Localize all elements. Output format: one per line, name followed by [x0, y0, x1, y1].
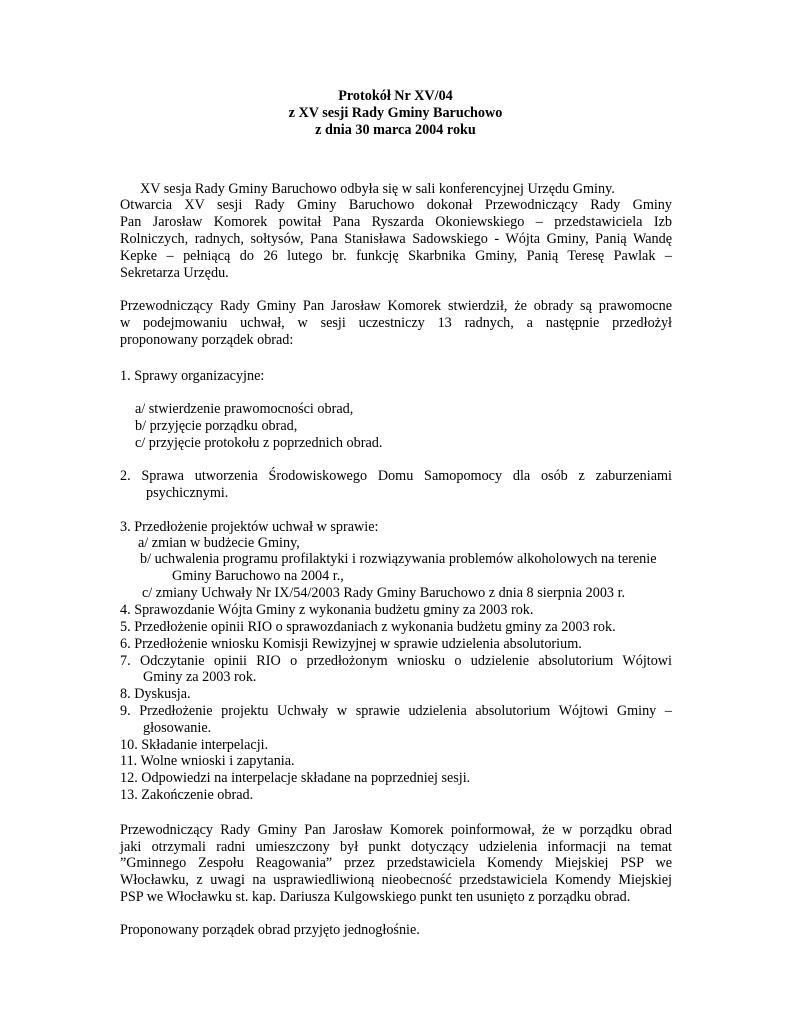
intro-line: Otwarcia XV sesji Rady Gminy Baruchowo dokonał Przewodniczący Rady Gminy	[120, 197, 672, 213]
intro-line: Kepke – pełniącą do 26 lutego br. funkcję Skarbnika Gminy, Panią Teresę Pawlak –	[120, 248, 672, 264]
intro-line: Pan Jarosław Komorek powitał Pana Ryszarda Okoniewskiego – przedstawiciela Izb	[120, 214, 672, 230]
closing-line: Proponowany porządek obrad przyjęto jednogłośnie.	[120, 922, 420, 938]
protocol-title: Protokół Nr XV/04	[338, 88, 453, 104]
intro-line: Rolniczych, radnych, sołtysów, Pana Stanisława Sadowskiego - Wójta Gminy, Panią Wandę	[120, 231, 672, 247]
agenda-item-7: 7. Odczytanie opinii RIO o przedłożonym wniosku o udzielenie absolutorium Wójtowi	[120, 653, 672, 669]
agenda-item-5: 5. Przedłożenie opinii RIO o sprawozdaniach z wykonania budżetu gminy za 2003 rok.	[120, 619, 616, 635]
agenda-item-9-cont: głosowanie.	[143, 720, 212, 736]
info-line: ”Gminnego Zespołu Reagowania” przez przedstawiciela Komendy Miejskiej PSP we	[120, 855, 672, 871]
quorum-line: proponowany porządek obrad:	[120, 332, 294, 348]
agenda-subitem: a/ stwierdzenie prawomocności obrad,	[135, 401, 354, 417]
info-line: Przewodniczący Rady Gminy Pan Jarosław Komorek poinformował, że w porządku obrad	[120, 822, 672, 838]
agenda-subitem: c/ zmiany Uchwały Nr IX/54/2003 Rady Gminy Baruchowo z dnia 8 sierpnia 2003 r.	[142, 585, 626, 601]
agenda-subitem: b/ uchwalenia programu profilaktyki i rozwiązywania problemów alkoholowych na terenie	[140, 551, 657, 567]
info-line: jaki otrzymali radni umieszczony był punkt dotyczący udzielenia informacji na temat	[120, 839, 672, 855]
info-line: PSP we Włocławku st. kap. Dariusza Kulgowskiego punkt ten usunięto z porządku obrad.	[120, 889, 631, 905]
quorum-line: w podejmowaniu uchwał, w sesji uczestniczy 13 radnych, a następnie przedłożył	[120, 315, 672, 331]
session-date: z dnia 30 marca 2004 roku	[315, 122, 476, 138]
agenda-item-2: 2. Sprawa utworzenia Środowiskowego Domu Samopomocy dla osób z zaburzeniami	[120, 468, 672, 484]
agenda-subitem: a/ zmian w budżecie Gminy,	[138, 535, 300, 551]
agenda-item-1: 1. Sprawy organizacyjne:	[120, 368, 265, 384]
agenda-item-2-cont: psychicznymi.	[146, 485, 229, 501]
agenda-item-12: 12. Odpowiedzi na interpelacje składane na poprzedniej sesji.	[120, 770, 471, 786]
agenda-item-13: 13. Zakończenie obrad.	[120, 787, 254, 803]
agenda-item-3: 3. Przedłożenie projektów uchwał w sprawie:	[120, 519, 379, 535]
agenda-item-9: 9. Przedłożenie projektu Uchwały w sprawie udzielenia absolutorium Wójtowi Gminy –	[120, 703, 672, 719]
agenda-item-11: 11. Wolne wnioski i zapytania.	[120, 753, 295, 769]
intro-line: XV sesja Rady Gminy Baruchowo odbyła się w sali konferencyjnej Urzędu Gminy.	[140, 181, 615, 197]
agenda-subitem: b/ przyjęcie porządku obrad,	[135, 418, 298, 434]
quorum-line: Przewodniczący Rady Gminy Pan Jarosław Komorek stwierdził, że obrady są prawomocne	[120, 298, 672, 314]
agenda-item-6: 6. Przedłożenie wniosku Komisji Rewizyjnej w sprawie udzielenia absolutorium.	[120, 636, 582, 652]
agenda-subitem: c/ przyjęcie protokołu z poprzednich obrad.	[135, 435, 383, 451]
agenda-item-7-cont: Gminy za 2003 rok.	[143, 669, 257, 685]
agenda-item-8: 8. Dyskusja.	[120, 686, 191, 702]
agenda-subitem-cont: Gminy Baruchowo na 2004 r.,	[172, 568, 344, 584]
session-subtitle: z XV sesji Rady Gminy Baruchowo	[288, 105, 503, 121]
agenda-item-4: 4. Sprawozdanie Wójta Gminy z wykonania budżetu gminy za 2003 rok.	[120, 602, 534, 618]
intro-line: Sekretarza Urzędu.	[120, 265, 229, 281]
agenda-item-10: 10. Składanie interpelacji.	[120, 737, 269, 753]
info-line: Włocławku, z uwagi na usprawiedliwioną nieobecność przedstawiciela Komendy Miejskiej	[120, 872, 672, 888]
